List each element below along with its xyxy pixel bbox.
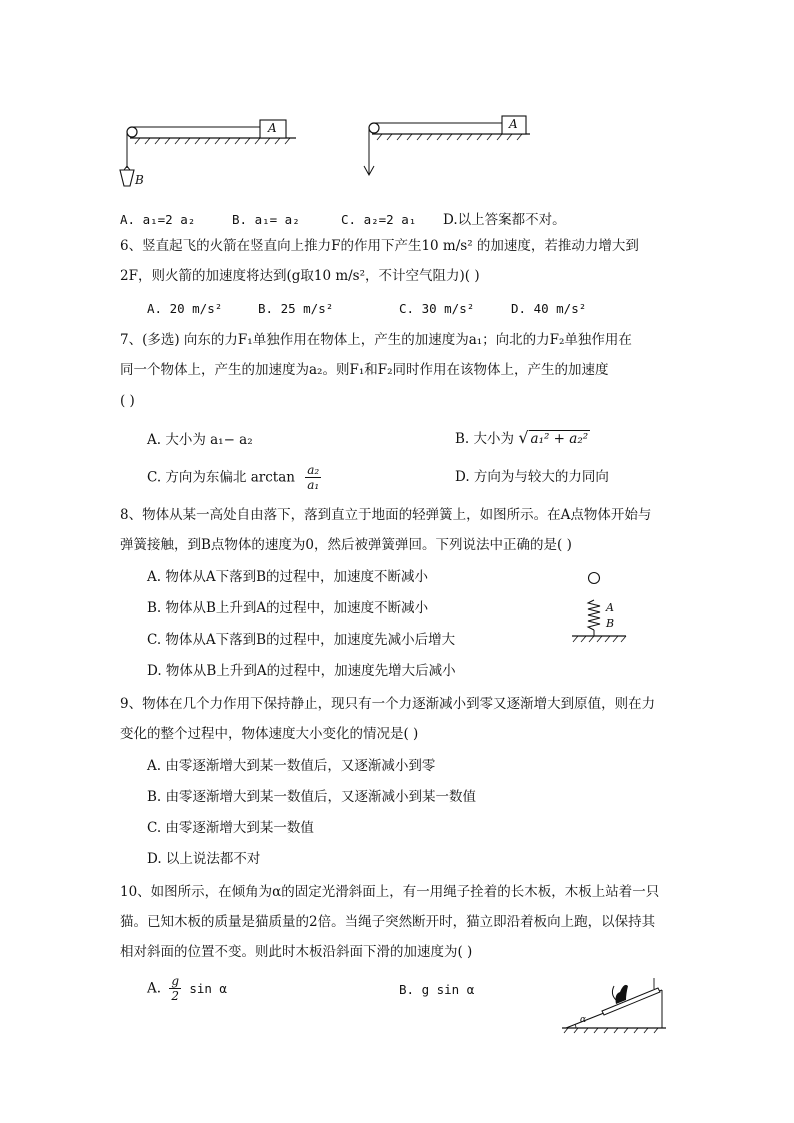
q6-option-d[interactable]: D. 40 m/s²: [511, 301, 587, 316]
figure-incline-cat: [558, 968, 670, 1034]
q5-option-a[interactable]: A. a₁=2 a₂: [120, 212, 196, 227]
sqrt-symbol: √: [518, 428, 529, 447]
q8-stem-line2: 弹簧接触，到B点物体的速度为0，然后被弹簧弹回。下列说法中正确的是( ): [120, 537, 572, 553]
fraction-numerator: a₂: [307, 463, 320, 477]
q5-option-c[interactable]: C. a₂=2 a₁: [341, 212, 417, 227]
q7-option-c[interactable]: [147, 463, 321, 492]
q8-option-c[interactable]: C. 物体从A下落到B的过程中，加速度先减小后增大: [147, 632, 456, 648]
q6-option-c[interactable]: C. 30 m/s²: [399, 301, 475, 316]
q9-option-b[interactable]: B. 由零逐渐增大到某一数值后，又逐渐减小到某一数值: [147, 789, 477, 805]
q8-option-b[interactable]: B. 物体从B上升到A的过程中，加速度不断减小: [147, 600, 429, 616]
figure-spring: [568, 568, 638, 648]
q7-option-c-fraction: [305, 463, 321, 492]
fraction-denominator: a₁: [307, 478, 320, 492]
figure-label-a: A: [268, 121, 277, 135]
figure2-label-a: A: [509, 117, 518, 131]
q10-stem-line1: 10、如图所示，在倾角为α的固定光滑斜面上，有一用绳子拴着的长木板，木板上站着一只: [120, 884, 660, 900]
q6-stem-line1: 6、竖直起飞的火箭在竖直向上推力F的作用下产生10 m/s² 的加速度，若推动力增大到: [120, 238, 639, 254]
q8-option-a[interactable]: A. 物体从A下落到B的过程中，加速度不断减小: [147, 569, 429, 585]
fraction-numerator: g: [171, 974, 180, 988]
q8-option-d[interactable]: D. 物体从B上升到A的过程中，加速度先增大后减小: [147, 663, 456, 679]
q7-option-b[interactable]: [455, 428, 590, 449]
spring-label-b: B: [606, 617, 615, 630]
q5-option-d[interactable]: D.以上答案都不对。: [443, 212, 566, 228]
q7-option-c-prefix: C. 方向为东偏北 arctan: [147, 469, 295, 486]
q10-option-a-suffix: sin α: [189, 980, 227, 996]
q6-stem-line2: 2F，则火箭的加速度将达到(g取10 m/s²，不计空气阻力)( ): [120, 268, 480, 284]
q9-stem-line1: 9、物体在几个力作用下保持静止，现只有一个力逐渐减小到零又逐渐增大到原值，则在力: [120, 696, 656, 712]
q9-option-c[interactable]: C. 由零逐渐增大到某一数值: [147, 820, 314, 836]
q7-stem-line2: 同一个物体上，产生的加速度为a₂。则F₁和F₂同时作用在该物体上，产生的加速度: [120, 362, 609, 378]
q9-option-d[interactable]: D. 以上说法都不对: [147, 851, 261, 867]
q9-option-a[interactable]: A. 由零逐渐增大到某一数值后，又逐渐减小到零: [147, 758, 436, 774]
figure-label-b: B: [135, 173, 144, 187]
q10-option-a-fraction: [169, 974, 181, 1003]
q10-stem-line3: 相对斜面的位置不变。则此时木板沿斜面下滑的加速度为( ): [120, 944, 473, 960]
q5-option-b[interactable]: B. a₁= a₂: [232, 212, 300, 227]
q10-option-a[interactable]: [147, 974, 227, 1003]
q7-option-b-expr: a₁² + a₂²: [530, 431, 589, 447]
q9-stem-line2: 变化的整个过程中，物体速度大小变化的情况是( ): [120, 726, 419, 742]
q7-option-a[interactable]: A. 大小为 a₁− a₂: [147, 432, 253, 448]
q7-option-d[interactable]: D. 方向为与较大的力同向: [455, 469, 609, 485]
q8-stem-line1: 8、物体从某一高处自由落下，落到直立于地面的轻弹簧上，如图所示。在A点物体开始与: [120, 507, 652, 523]
q10-stem-line2: 猫。已知木板的质量是猫质量的2倍。当绳子突然断开时，猫立即沿着板向上跑，以保持其: [120, 914, 656, 930]
fraction-denominator: 2: [171, 989, 179, 1003]
q10-option-a-prefix: A.: [147, 980, 162, 997]
incline-alpha-label: α: [580, 1015, 587, 1025]
q7-stem-line1: 7、(多选) 向东的力F₁单独作用在物体上，产生的加速度为a₁；向北的力F₂单独作用在: [120, 332, 632, 348]
q6-option-a[interactable]: A. 20 m/s²: [147, 301, 223, 316]
q7-option-b-prefix: B. 大小为: [455, 431, 515, 447]
q10-option-b[interactable]: B. g sin α: [399, 982, 475, 997]
spring-label-a: A: [606, 601, 614, 614]
q6-option-b[interactable]: B. 25 m/s²: [258, 301, 334, 316]
q7-stem-line3: ( ): [120, 393, 135, 409]
